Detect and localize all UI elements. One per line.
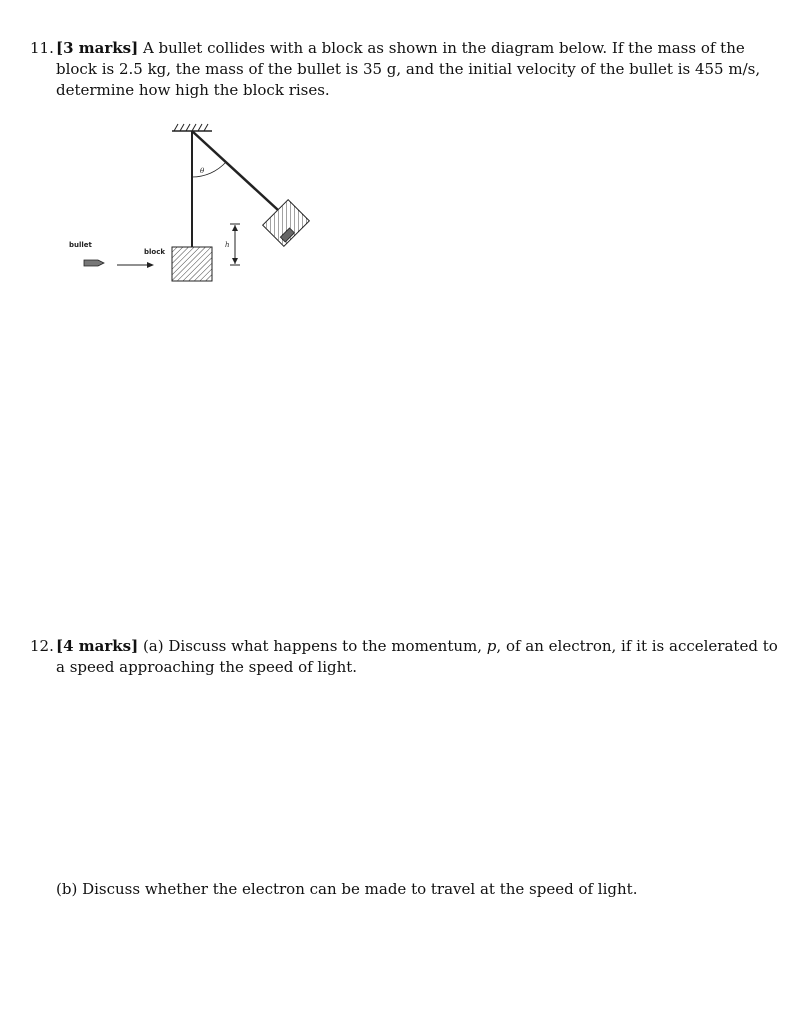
question-12b: (b) Discuss whether the electron can be made to travel at the speed of light. (56, 880, 638, 898)
marks-label: [3 marks] (56, 39, 139, 57)
question-12 (30, 636, 790, 678)
pendulum-diagram (60, 115, 330, 290)
marks-label: [4 marks] (56, 637, 139, 655)
theta-arc (192, 162, 226, 177)
bullet-label: bullet (69, 241, 92, 249)
question-number: 12. (30, 637, 54, 655)
question-number: 11. (30, 39, 54, 57)
part-a-suffix: , of an electron, if it is accelerated to a speed approaching the speed of light. (56, 637, 778, 676)
part-a-prefix: (a) Discuss what happens to the momentum, (138, 637, 487, 655)
block-rest (172, 247, 212, 281)
question-body: A bullet collides with a block as shown in the diagram below. If the mass of the block is 2.5 kg, the mass of the bullet is 35 g, and the initial velocity of the bullet is 455 m/s, determine how high the block rises. (56, 39, 761, 99)
swung-string (192, 131, 278, 210)
block-label: block (144, 248, 166, 256)
block-swung (263, 200, 310, 247)
height-marker (230, 224, 240, 265)
h-label: h (225, 241, 230, 249)
momentum-symbol: p (486, 637, 497, 655)
bullet-icon (84, 260, 104, 266)
question-text (56, 636, 790, 678)
ceiling-support (172, 124, 212, 131)
question-text (56, 38, 790, 101)
question-11 (30, 38, 790, 101)
theta-label: θ (200, 167, 205, 175)
